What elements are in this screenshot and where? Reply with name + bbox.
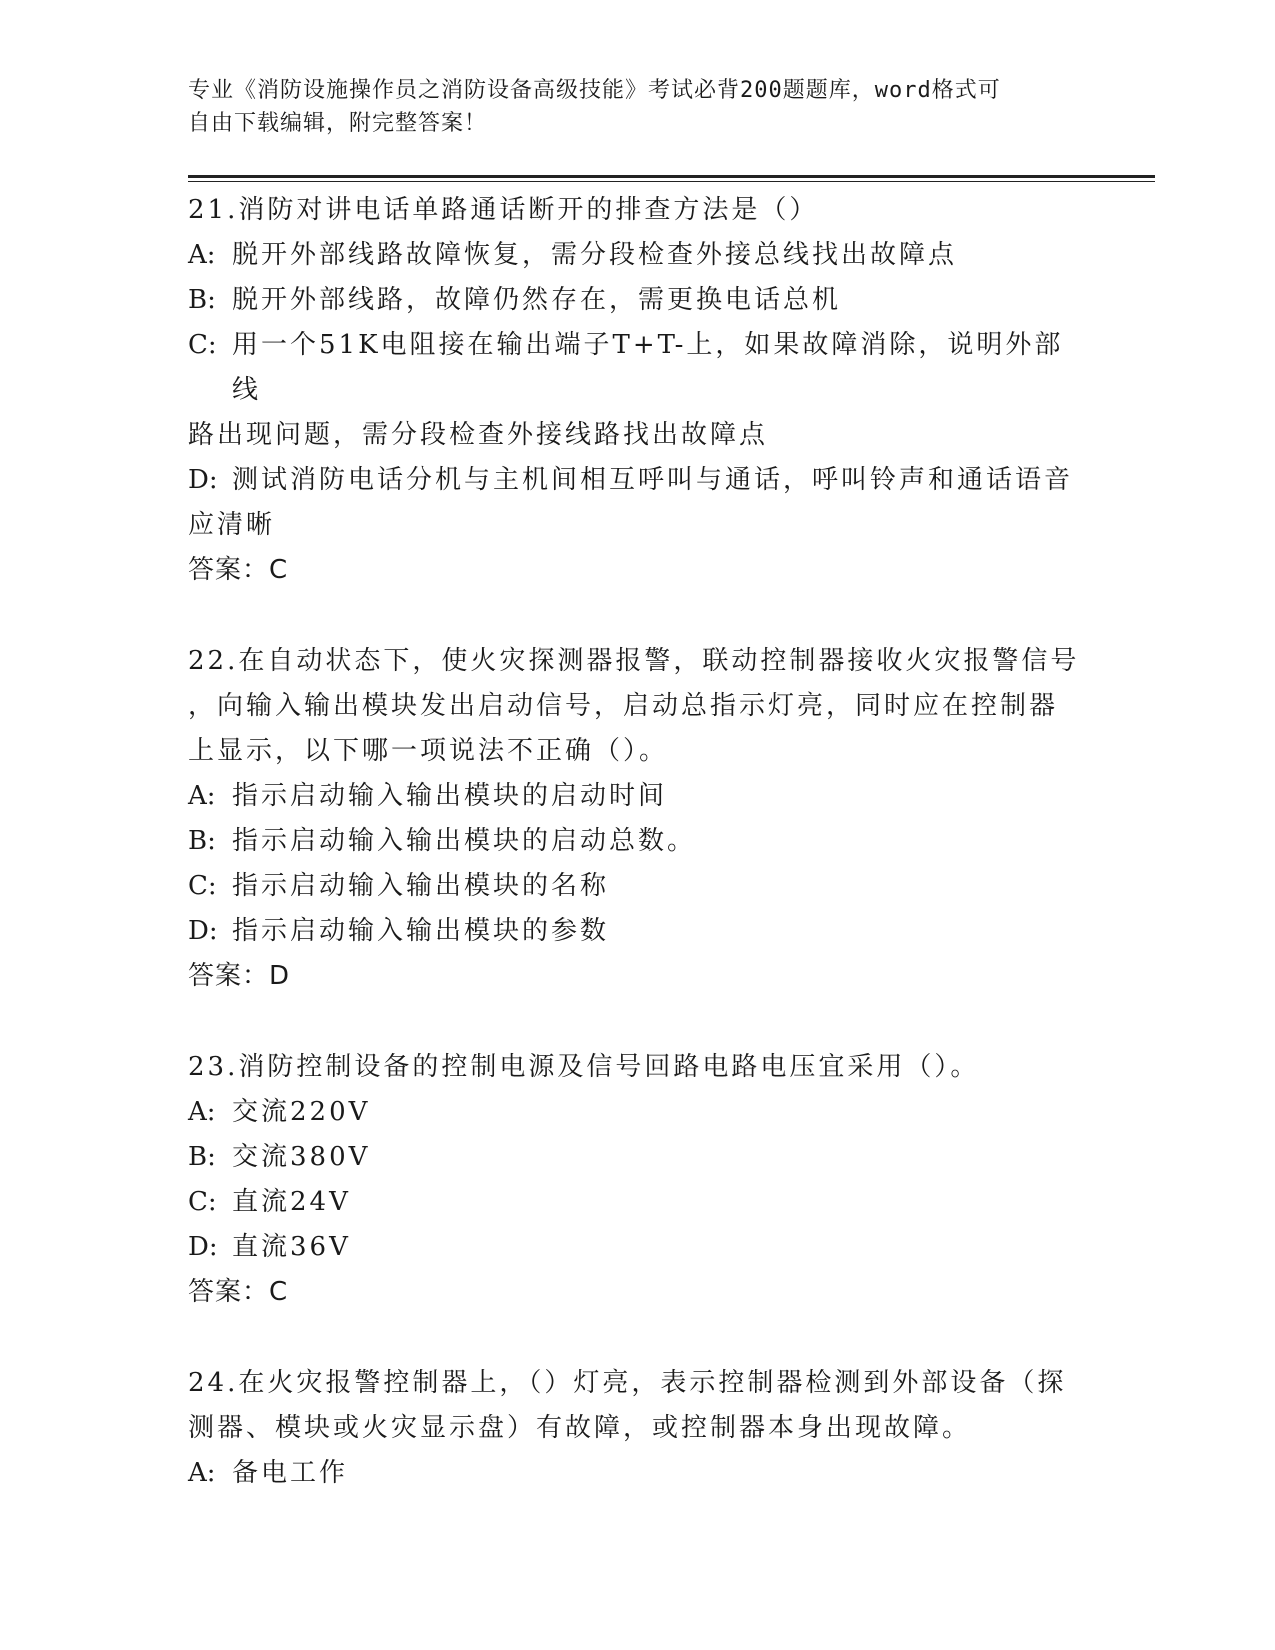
option-text: 交流220V (232, 1097, 371, 1127)
option-letter: A: (188, 1097, 216, 1127)
option-line (188, 864, 1088, 909)
option-text: 交流380V (232, 1142, 371, 1172)
question-stem-line: 上显示，以下哪一项说法不正确（）。 (188, 736, 669, 766)
option-line (188, 774, 1088, 819)
option-line (188, 1451, 1088, 1496)
option-text: 脱开外部线路，故障仍然存在，需更换电话总机 (232, 285, 842, 315)
answer-line: 答案：C (188, 555, 289, 585)
option-text: 直流24V (232, 1187, 351, 1217)
option-letter: A: (188, 1458, 216, 1488)
option-text: 指示启动输入输出模块的参数 (232, 916, 610, 946)
question-block (188, 1361, 1088, 1496)
question-block (188, 188, 1088, 593)
question-stem-line: 24.在火灾报警控制器上，（）灯亮，表示控制器检测到外部设备（探 (188, 1368, 1067, 1398)
option-line (188, 413, 1088, 458)
option-letter: C: (188, 330, 217, 360)
option-letter: C: (188, 1187, 217, 1217)
question-stem-line: 测器、模块或火灾显示盘）有故障，或控制器本身出现故障。 (188, 1413, 972, 1443)
option-line (188, 458, 1088, 503)
option-line (188, 909, 1088, 954)
header-divider-thick (188, 175, 1155, 178)
option-letter: A: (188, 781, 216, 811)
question-stem-line: 23.消防控制设备的控制电源及信号回路电路电压宜采用（）。 (188, 1052, 980, 1082)
document-header (188, 74, 1088, 140)
option-text: 直流36V (232, 1232, 351, 1262)
option-line (188, 278, 1088, 323)
option-text: 指示启动输入输出模块的名称 (232, 871, 610, 901)
option-letter: D: (188, 1232, 218, 1262)
option-line (188, 1225, 1088, 1270)
header-line-1: 专业《消防设施操作员之消防设备高级技能》考试必背200题题库，word格式可 (188, 78, 1001, 103)
question-stem-line: ，向输入输出模块发出启动信号，启动总指示灯亮，同时应在控制器 (188, 691, 1059, 721)
option-line (188, 1090, 1088, 1135)
option-letter: D: (188, 916, 218, 946)
option-line (188, 1135, 1088, 1180)
option-letter: C: (188, 871, 217, 901)
header-line-2: 自由下载编辑，附完整答案！ (188, 111, 488, 136)
option-letter: B: (188, 1142, 216, 1172)
option-line (188, 1180, 1088, 1225)
question-stem-line: 22.在自动状态下，使火灾探测器报警，联动控制器接收火灾报警信号 (188, 646, 1080, 676)
option-letter: D: (188, 465, 218, 495)
option-text: 用一个51K电阻接在输出端子T+T-上，如果故障消除，说明外部线 (232, 330, 1064, 405)
option-text: 应清晰 (188, 510, 276, 540)
option-letter: B: (188, 826, 216, 856)
option-letter: A: (188, 240, 216, 270)
question-block (188, 639, 1088, 999)
option-line (188, 819, 1088, 864)
option-line (188, 233, 1088, 278)
question-stem-line: 21.消防对讲电话单路通话断开的排查方法是（） (188, 195, 819, 225)
option-line (188, 503, 1088, 548)
option-text: 指示启动输入输出模块的启动时间 (232, 781, 668, 811)
option-text: 脱开外部线路故障恢复，需分段检查外接总线找出故障点 (232, 240, 958, 270)
answer-line: 答案：C (188, 1277, 289, 1307)
question-block (188, 1045, 1088, 1315)
option-text: 测试消防电话分机与主机间相互呼叫与通话，呼叫铃声和通话语音 (232, 465, 1074, 495)
answer-line: 答案：D (188, 961, 291, 991)
option-line (188, 323, 1088, 413)
option-text: 备电工作 (232, 1458, 349, 1488)
option-text: 路出现问题，需分段检查外接线路找出故障点 (188, 420, 769, 450)
option-text: 指示启动输入输出模块的启动总数。 (232, 826, 697, 856)
question-list (188, 188, 1088, 1542)
header-divider-thin (188, 181, 1155, 182)
option-letter: B: (188, 285, 216, 315)
